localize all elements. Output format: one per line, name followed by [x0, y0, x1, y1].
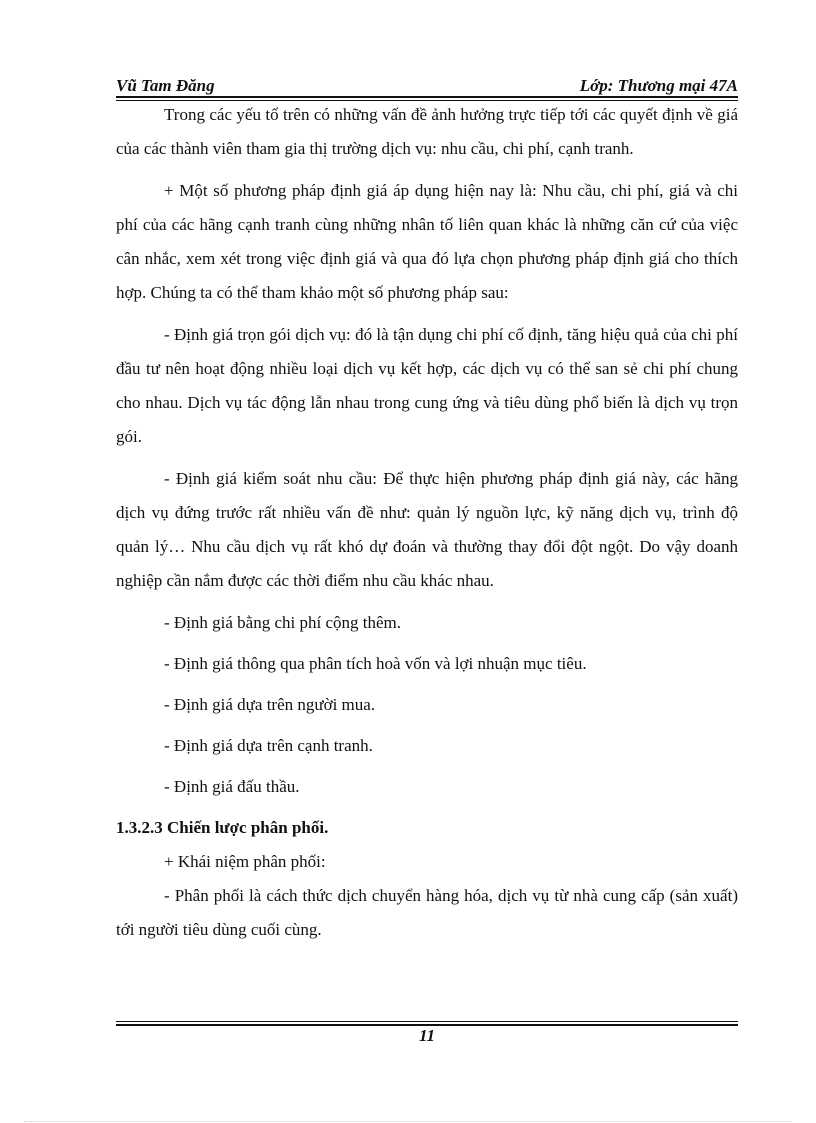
method-buyer-based: - Định giá dựa trên người mua. [164, 695, 376, 714]
header-class: Lớp: Thương mại 47A [579, 76, 738, 95]
method-tender: - Định giá đấu thầu. [164, 777, 300, 796]
section-heading: 1.3.2.3 Chiến lược phân phối. [116, 818, 329, 837]
page-number: 11 [418, 1026, 436, 1045]
paragraph-pricing-methods: + Một số phương pháp định giá áp dụng hiện nay là: Nhu cầu, chi phí, giá và chi phí của các hãng cạnh tranh cùng những nhân tố liên quan khác là những căn cứ của việc cân nhắc, xem xét trong việc định giá và qua đó lựa chọn phương pháp định giá cho thích hợp. Chúng ta có thể tham khảo một số phương pháp sau: [116, 181, 738, 302]
page-header [116, 76, 738, 98]
paragraph-price-factors: Trong các yếu tố trên có những vấn đề ảnh hưởng trực tiếp tới các quyết định về giá của các thành viên tham gia thị trường dịch vụ: nhu cầu, chi phí, cạnh tranh. [116, 105, 738, 158]
concept-label: + Khái niệm phân phối: [164, 852, 326, 871]
page-body [116, 98, 738, 947]
paragraph-package-pricing: - Định giá trọn gói dịch vụ: đó là tận dụng chi phí cố định, tăng hiệu quả của chi phí đầu tư nên hoạt động nhiều loại dịch vụ kết hợp, các dịch vụ có thể san sẻ chi phí chung cho nhau. Dịch vụ tác động lẫn nhau trong cung ứng và tiêu dùng phổ biến là dịch vụ trọn gói. [116, 325, 738, 446]
footer-rule-thin [116, 1021, 738, 1022]
method-competition-based: - Định giá dựa trên cạnh tranh. [164, 736, 373, 755]
page-bottom-border [24, 1121, 792, 1122]
paragraph-demand-pricing: - Định giá kiểm soát nhu cầu: Để thực hiện phương pháp định giá này, các hãng dịch vụ đứng trước rất nhiều vấn đề như: quản lý nguồn lực, kỹ năng dịch vụ, trình độ quản lý… Nhu cầu dịch vụ rất khó dự đoán và thường thay đổi đột ngột. Do vậy doanh nghiệp cần nắm được các thời điểm nhu cầu khác nhau. [116, 469, 738, 590]
paragraph-distribution-definition: - Phân phối là cách thức dịch chuyển hàng hóa, dịch vụ từ nhà cung cấp (sản xuất) tới người tiêu dùng cuối cùng. [116, 886, 738, 939]
method-cost-plus: - Định giá bằng chi phí cộng thêm. [164, 613, 402, 632]
method-break-even: - Định giá thông qua phân tích hoà vốn và lợi nhuận mục tiêu. [164, 654, 587, 673]
header-author: Vũ Tam Đăng [116, 76, 215, 95]
